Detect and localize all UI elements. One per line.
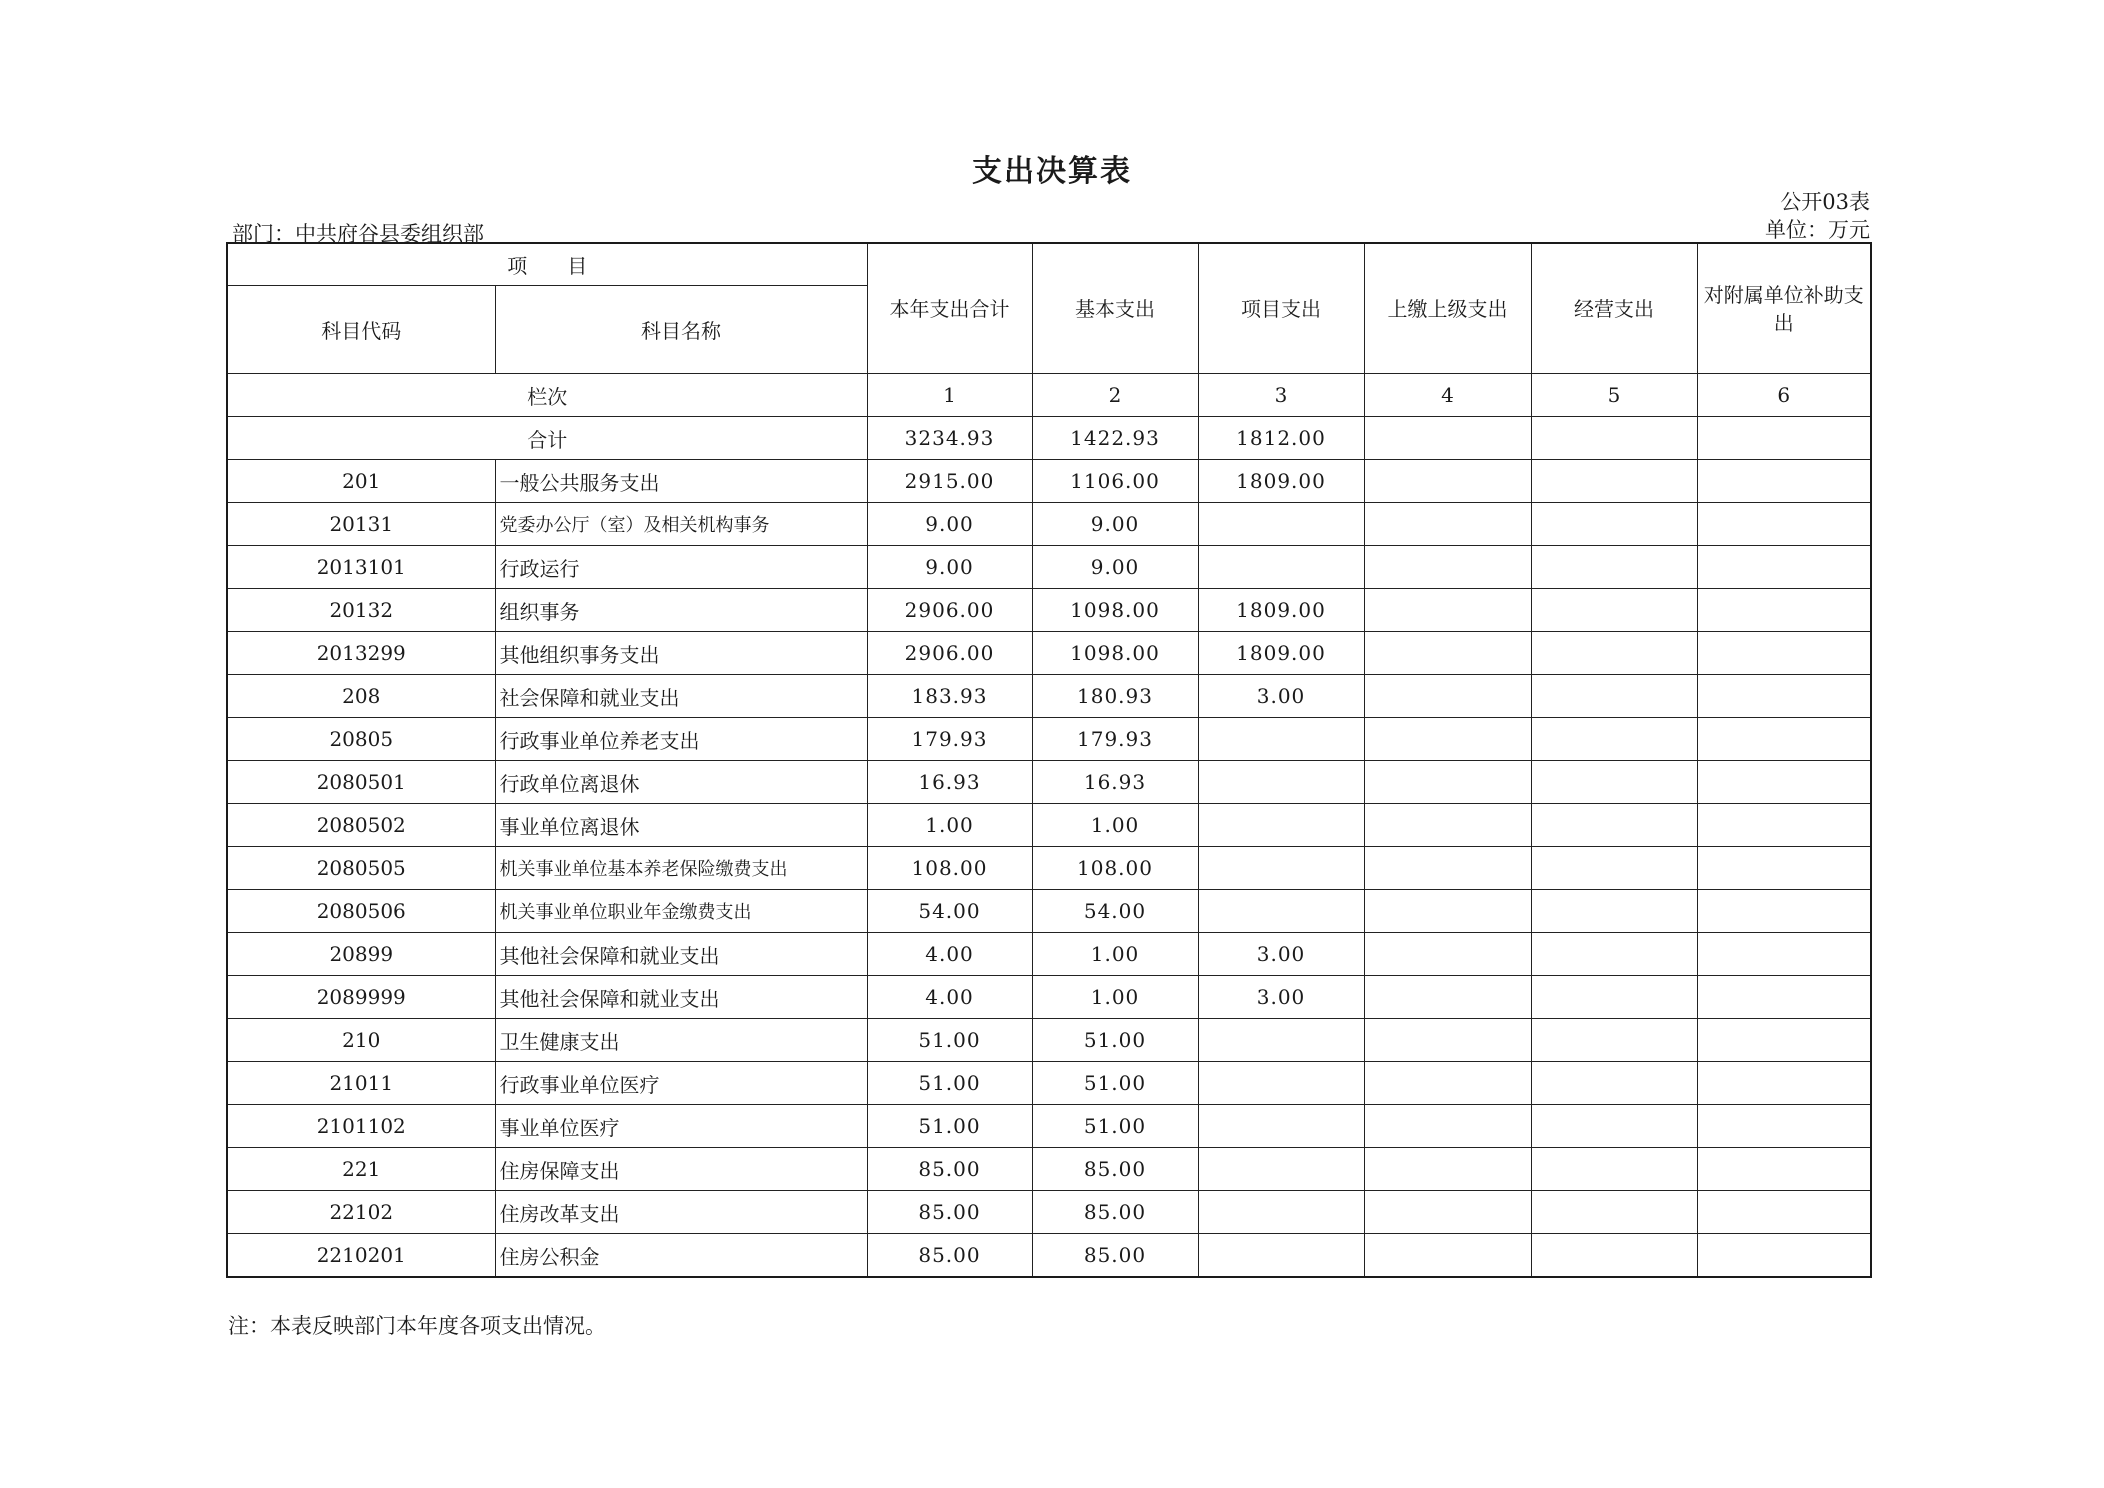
column-index-2: 2	[1032, 374, 1198, 417]
row-name: 住房公积金	[495, 1234, 867, 1278]
row-name: 其他组织事务支出	[495, 632, 867, 675]
row-name: 事业单位离退休	[495, 804, 867, 847]
row-name: 行政事业单位养老支出	[495, 718, 867, 761]
header-row-top	[227, 243, 1871, 286]
row-business	[1531, 761, 1697, 804]
row-code: 2210201	[227, 1234, 495, 1278]
row-basic: 54.00	[1032, 890, 1198, 933]
sum-row	[227, 417, 1871, 460]
row-project: 1809.00	[1198, 460, 1364, 503]
row-upper	[1364, 546, 1531, 589]
row-subsidy	[1697, 1105, 1871, 1148]
row-name: 组织事务	[495, 589, 867, 632]
row-subsidy	[1697, 1062, 1871, 1105]
sum-total: 3234.93	[867, 417, 1032, 460]
footnote: 注：本表反映部门本年度各项支出情况。	[228, 1314, 606, 1338]
row-basic: 108.00	[1032, 847, 1198, 890]
row-upper	[1364, 976, 1531, 1019]
header-basic: 基本支出	[1032, 243, 1198, 374]
row-subsidy	[1697, 804, 1871, 847]
row-code: 2080502	[227, 804, 495, 847]
table-row	[227, 632, 1871, 675]
row-upper	[1364, 718, 1531, 761]
row-total: 9.00	[867, 503, 1032, 546]
row-subsidy	[1697, 546, 1871, 589]
row-business	[1531, 1234, 1697, 1278]
row-basic: 1106.00	[1032, 460, 1198, 503]
sum-upper	[1364, 417, 1531, 460]
header-subsidy: 对附属单位补助支出	[1697, 243, 1871, 374]
row-name: 一般公共服务支出	[495, 460, 867, 503]
row-business	[1531, 1148, 1697, 1191]
row-code: 20899	[227, 933, 495, 976]
row-code: 21011	[227, 1062, 495, 1105]
row-basic: 51.00	[1032, 1105, 1198, 1148]
row-subsidy	[1697, 589, 1871, 632]
row-total: 51.00	[867, 1062, 1032, 1105]
row-total: 9.00	[867, 546, 1032, 589]
row-subsidy	[1697, 718, 1871, 761]
row-project	[1198, 546, 1364, 589]
row-project: 1809.00	[1198, 589, 1364, 632]
row-business	[1531, 847, 1697, 890]
row-basic: 1.00	[1032, 976, 1198, 1019]
row-total: 51.00	[867, 1105, 1032, 1148]
row-subsidy	[1697, 460, 1871, 503]
unit-label: 单位：万元	[1765, 218, 1870, 242]
row-name: 其他社会保障和就业支出	[495, 976, 867, 1019]
row-total: 85.00	[867, 1234, 1032, 1278]
row-upper	[1364, 460, 1531, 503]
row-business	[1531, 632, 1697, 675]
row-project	[1198, 503, 1364, 546]
table-row	[227, 589, 1871, 632]
row-business	[1531, 1191, 1697, 1234]
table-row	[227, 718, 1871, 761]
expenditure-table	[226, 242, 1872, 1278]
row-business	[1531, 890, 1697, 933]
row-code: 20805	[227, 718, 495, 761]
row-basic: 16.93	[1032, 761, 1198, 804]
row-project	[1198, 1019, 1364, 1062]
table-row	[227, 546, 1871, 589]
header-name: 科目名称	[495, 286, 867, 374]
row-total: 51.00	[867, 1019, 1032, 1062]
sum-business	[1531, 417, 1697, 460]
row-subsidy	[1697, 1191, 1871, 1234]
row-basic: 9.00	[1032, 546, 1198, 589]
row-name: 机关事业单位职业年金缴费支出	[495, 890, 867, 933]
row-name: 卫生健康支出	[495, 1019, 867, 1062]
row-basic: 51.00	[1032, 1019, 1198, 1062]
row-code: 208	[227, 675, 495, 718]
row-name: 行政单位离退休	[495, 761, 867, 804]
row-upper	[1364, 675, 1531, 718]
row-code: 2101102	[227, 1105, 495, 1148]
row-code: 201	[227, 460, 495, 503]
row-name: 行政运行	[495, 546, 867, 589]
header-total: 本年支出合计	[867, 243, 1032, 374]
row-basic: 85.00	[1032, 1148, 1198, 1191]
row-project	[1198, 804, 1364, 847]
row-upper	[1364, 890, 1531, 933]
row-project: 1809.00	[1198, 632, 1364, 675]
row-code: 2089999	[227, 976, 495, 1019]
table-row	[227, 675, 1871, 718]
row-code: 2080505	[227, 847, 495, 890]
row-subsidy	[1697, 1019, 1871, 1062]
row-business	[1531, 804, 1697, 847]
row-subsidy	[1697, 503, 1871, 546]
row-code: 2080501	[227, 761, 495, 804]
row-name: 住房改革支出	[495, 1191, 867, 1234]
department-label: 部门：中共府谷县委组织部	[232, 222, 484, 246]
header-project: 项目支出	[1198, 243, 1364, 374]
row-subsidy	[1697, 632, 1871, 675]
row-upper	[1364, 1234, 1531, 1278]
sum-basic: 1422.93	[1032, 417, 1198, 460]
column-index-row	[227, 374, 1871, 417]
form-number: 公开03表	[1780, 190, 1870, 214]
row-basic: 51.00	[1032, 1062, 1198, 1105]
table-row	[227, 460, 1871, 503]
row-code: 20131	[227, 503, 495, 546]
row-basic: 1098.00	[1032, 632, 1198, 675]
row-name: 党委办公厅（室）及相关机构事务	[495, 503, 867, 546]
row-total: 4.00	[867, 933, 1032, 976]
table-row	[227, 1191, 1871, 1234]
row-business	[1531, 675, 1697, 718]
row-total: 16.93	[867, 761, 1032, 804]
row-project: 3.00	[1198, 675, 1364, 718]
row-basic: 1.00	[1032, 804, 1198, 847]
sum-project: 1812.00	[1198, 417, 1364, 460]
row-project: 3.00	[1198, 933, 1364, 976]
row-basic: 85.00	[1032, 1234, 1198, 1278]
table-row	[227, 1234, 1871, 1278]
table-row	[227, 890, 1871, 933]
row-code: 210	[227, 1019, 495, 1062]
sum-subsidy	[1697, 417, 1871, 460]
row-upper	[1364, 1148, 1531, 1191]
column-index-5: 5	[1531, 374, 1697, 417]
column-index-3: 3	[1198, 374, 1364, 417]
table-row	[227, 1105, 1871, 1148]
table-row	[227, 1019, 1871, 1062]
row-project	[1198, 1105, 1364, 1148]
column-index-6: 6	[1697, 374, 1871, 417]
header-business: 经营支出	[1531, 243, 1697, 374]
row-code: 2013101	[227, 546, 495, 589]
row-upper	[1364, 632, 1531, 675]
row-project: 3.00	[1198, 976, 1364, 1019]
row-total: 2906.00	[867, 589, 1032, 632]
row-business	[1531, 933, 1697, 976]
row-upper	[1364, 503, 1531, 546]
row-code: 22102	[227, 1191, 495, 1234]
table-row	[227, 847, 1871, 890]
row-total: 2906.00	[867, 632, 1032, 675]
table-row	[227, 933, 1871, 976]
header-code: 科目代码	[227, 286, 495, 374]
row-upper	[1364, 804, 1531, 847]
row-total: 85.00	[867, 1148, 1032, 1191]
row-upper	[1364, 1019, 1531, 1062]
header-upper: 上缴上级支出	[1364, 243, 1531, 374]
row-total: 183.93	[867, 675, 1032, 718]
header-item: 项 目	[227, 243, 867, 286]
row-name: 社会保障和就业支出	[495, 675, 867, 718]
table-row	[227, 503, 1871, 546]
row-code: 2013299	[227, 632, 495, 675]
row-name: 事业单位医疗	[495, 1105, 867, 1148]
row-business	[1531, 1062, 1697, 1105]
row-subsidy	[1697, 890, 1871, 933]
column-index-1: 1	[867, 374, 1032, 417]
row-basic: 1098.00	[1032, 589, 1198, 632]
row-business	[1531, 1105, 1697, 1148]
table-row	[227, 1148, 1871, 1191]
row-total: 85.00	[867, 1191, 1032, 1234]
row-subsidy	[1697, 1148, 1871, 1191]
column-index-label: 栏次	[227, 374, 867, 417]
row-basic: 85.00	[1032, 1191, 1198, 1234]
row-basic: 9.00	[1032, 503, 1198, 546]
row-total: 4.00	[867, 976, 1032, 1019]
row-project	[1198, 1148, 1364, 1191]
row-subsidy	[1697, 976, 1871, 1019]
table-row	[227, 804, 1871, 847]
row-total: 108.00	[867, 847, 1032, 890]
row-subsidy	[1697, 1234, 1871, 1278]
row-total: 1.00	[867, 804, 1032, 847]
row-project	[1198, 1234, 1364, 1278]
row-business	[1531, 718, 1697, 761]
row-subsidy	[1697, 675, 1871, 718]
row-project	[1198, 1062, 1364, 1105]
row-name: 行政事业单位医疗	[495, 1062, 867, 1105]
row-business	[1531, 546, 1697, 589]
row-business	[1531, 589, 1697, 632]
row-total: 2915.00	[867, 460, 1032, 503]
table-row	[227, 761, 1871, 804]
row-name: 住房保障支出	[495, 1148, 867, 1191]
row-name: 其他社会保障和就业支出	[495, 933, 867, 976]
row-upper	[1364, 589, 1531, 632]
row-business	[1531, 503, 1697, 546]
row-basic: 179.93	[1032, 718, 1198, 761]
row-total: 54.00	[867, 890, 1032, 933]
row-project	[1198, 761, 1364, 804]
row-upper	[1364, 933, 1531, 976]
row-code: 2080506	[227, 890, 495, 933]
row-business	[1531, 460, 1697, 503]
row-project	[1198, 718, 1364, 761]
row-business	[1531, 976, 1697, 1019]
table-row	[227, 1062, 1871, 1105]
row-basic: 180.93	[1032, 675, 1198, 718]
sum-label: 合计	[227, 417, 867, 460]
table-row	[227, 976, 1871, 1019]
row-upper	[1364, 1062, 1531, 1105]
row-code: 20132	[227, 589, 495, 632]
row-subsidy	[1697, 847, 1871, 890]
row-upper	[1364, 1105, 1531, 1148]
row-project	[1198, 847, 1364, 890]
row-upper	[1364, 761, 1531, 804]
row-project	[1198, 890, 1364, 933]
row-code: 221	[227, 1148, 495, 1191]
row-basic: 1.00	[1032, 933, 1198, 976]
row-business	[1531, 1019, 1697, 1062]
row-subsidy	[1697, 761, 1871, 804]
row-total: 179.93	[867, 718, 1032, 761]
row-upper	[1364, 847, 1531, 890]
page-title: 支出决算表	[972, 154, 1132, 189]
row-project	[1198, 1191, 1364, 1234]
column-index-4: 4	[1364, 374, 1531, 417]
row-name: 机关事业单位基本养老保险缴费支出	[495, 847, 867, 890]
row-upper	[1364, 1191, 1531, 1234]
row-subsidy	[1697, 933, 1871, 976]
